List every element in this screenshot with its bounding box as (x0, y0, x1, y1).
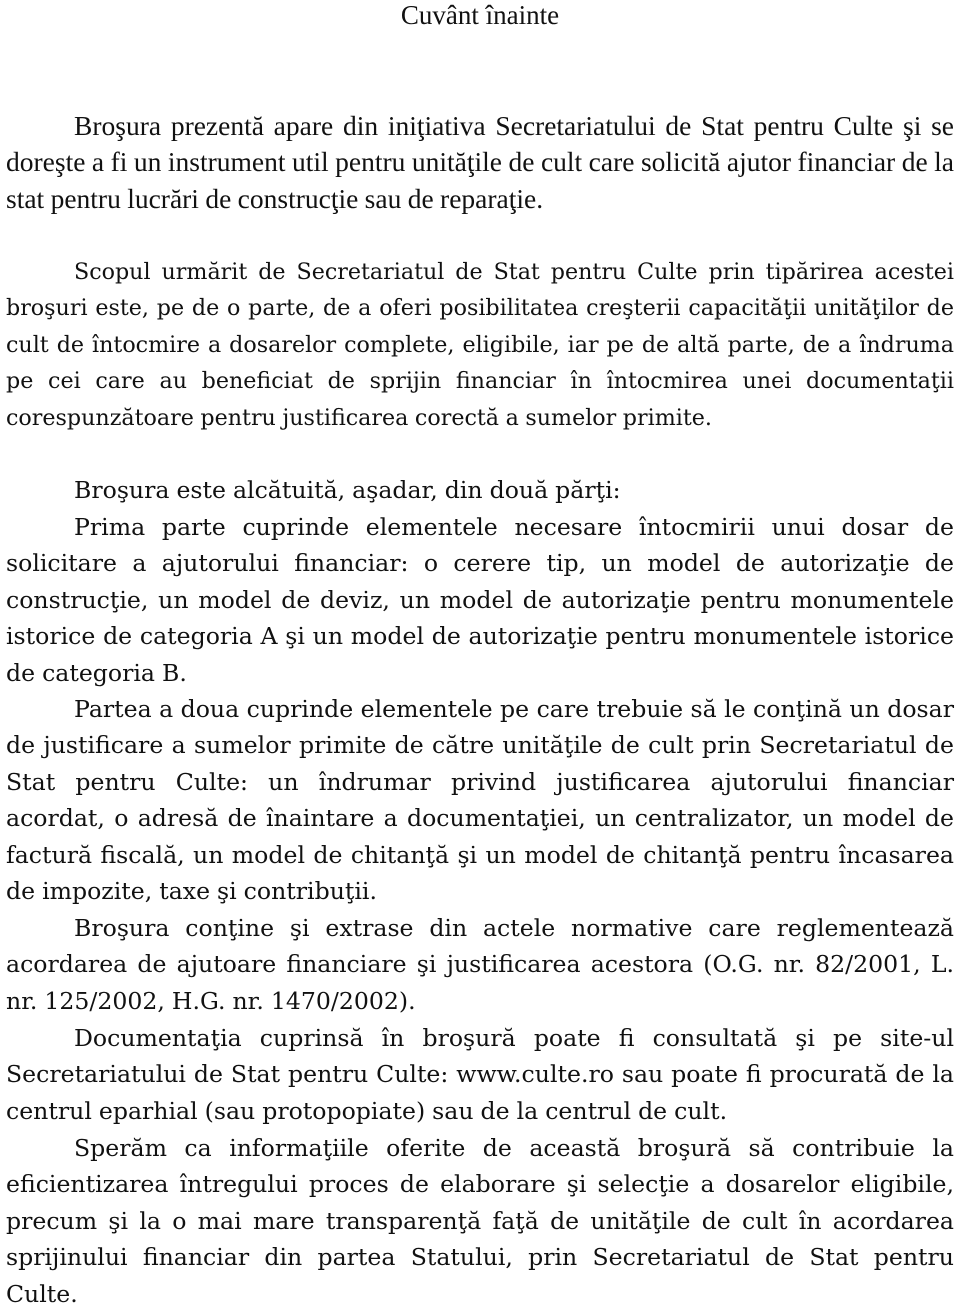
page-title: Cuvânt înainte (400, 0, 560, 30)
closing-paragraph: Sperăm ca informaţiile oferite de această broşură să contribuie la eficientizarea întregului proces de elaborare şi selecţie a dosarelor eligibile, precum şi la o mai mare transparenţă faţă de unităţile de cult în acordarea sprijinului financiar din partea Statului, prin Secretariatul de Stat pentru Culte. (6, 1134, 954, 1308)
website-paragraph: Documentaţia cuprinsă în broşură poate fi consultată şi pe site-ul Secretariatului de Stat pentru Culte: www.culte.ro sau poate fi procurată de la centrul eparhial (sau protopopiate) sau de la centrul de cult. (6, 1024, 954, 1125)
part-one-paragraph: Prima parte cuprinde elementele necesare întocmirii unui dosar de solicitare a ajutorului financiar: o cerere tip, un model de autorizaţie de construcţie, un model de deviz, un model de autorizaţie pentru monumentele istorice de categoria A şi un model de autorizaţie pentru monumentele istorice de categoria B. (6, 513, 954, 687)
structure-paragraph: Broşura este alcătuită, aşadar, din două părţi: (74, 476, 621, 504)
intro-paragraph: Broşura prezentă apare din iniţiativa Secretariatului de Stat pentru Culte şi se doreşte a fi un instrument util pentru unităţile de cult care solicită ajutor financiar de la stat pentru lucrări de construcţie sau de reparaţie. (6, 110, 954, 214)
purpose-paragraph: Scopul urmărit de Secretariatul de Stat pentru Culte prin tipărirea acestei broşuri este, pe de o parte, de a oferi posibilitatea creşterii capacităţii unităţilor de cult de întocmire a dosarelor complete, eligibile, iar pe de altă parte, de a îndruma pe cei care au beneficiat de sprijin financiar în întocmirea unei documentaţii corespunzătoare pentru justificarea corectă a sumelor primite. (6, 259, 954, 431)
part-two-paragraph: Partea a doua cuprinde elementele pe care trebuie să le conţină un dosar de justificare a sumelor primite de către unităţile de cult prin Secretariatul de Stat pentru Culte: un îndrumar privind justificarea ajutorului financiar acordat, o adresă de înaintare a documentaţiei, un centralizator, un model de factură fiscală, un model de chitanţă şi un model de chitanţă pentru încasarea de impozite, taxe şi contribuţii. (6, 695, 954, 906)
extracts-paragraph: Broşura conţine şi extrase din actele normative care reglementează acordarea de ajutoare financiare şi justificarea acestora (O.G. nr. 82/2001, L. nr. 125/2002, H.G. nr. 1470/2002). (6, 914, 954, 1015)
